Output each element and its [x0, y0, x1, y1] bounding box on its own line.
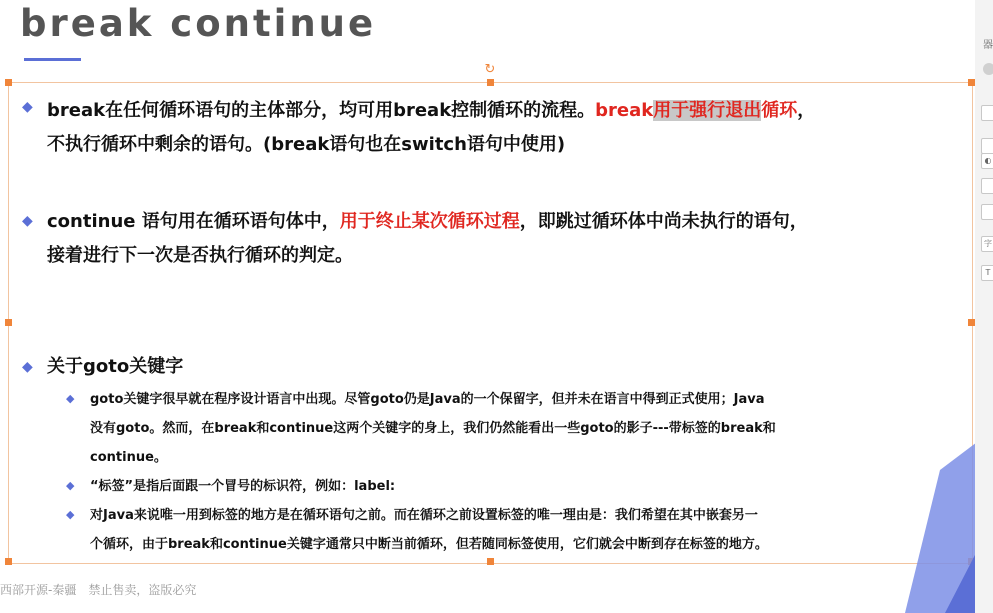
toolbar-label: 器 — [983, 40, 993, 51]
resize-handle-top-left[interactable] — [5, 79, 12, 86]
diamond-bullet-icon: ◆ — [66, 479, 75, 492]
break-paragraph — [47, 94, 967, 162]
resize-handle-top-center[interactable] — [487, 79, 494, 86]
toolbar-button-3[interactable]: ◐ — [981, 153, 993, 169]
title-underline — [24, 58, 81, 61]
resize-handle-middle-left[interactable] — [5, 319, 12, 326]
toolbar-avatar-icon[interactable] — [983, 63, 993, 75]
break-text: break在任何循环语句的主体部分，均可用break控制循环的流程。 — [47, 100, 596, 121]
toolbar-button-1[interactable] — [981, 105, 993, 121]
break-emphasis-highlighted: 用于强行退出 — [653, 100, 762, 121]
toolbar-button-5[interactable] — [981, 204, 993, 220]
continue-text-b: ，即跳过循环体中尚未执行的语句， — [519, 211, 808, 232]
break-emphasis-3: 循环 — [761, 100, 798, 121]
break-text-line2: 不执行循环中剩余的语句。(break语句也在switch语句中使用) — [47, 134, 566, 155]
continue-text-line2: 接着进行下一次是否执行循环的判定。 — [47, 245, 353, 266]
break-text-comma: ， — [797, 100, 816, 121]
goto-heading: 关于goto关键字 — [47, 356, 184, 377]
slide-title: break continue — [20, 2, 377, 45]
continue-emphasis: 用于终止某次循环过程 — [339, 211, 520, 232]
footer-watermark: 西部开源-秦疆 禁止售卖，盗版必究 — [0, 583, 197, 597]
goto-sub3-line1: 对Java来说唯一用到标签的地方是在循环语句之前。而在循环之前设置标签的唯一理由是：我们希望在其中嵌套另一 — [90, 508, 758, 523]
toolbar-button-2[interactable] — [981, 138, 993, 154]
rotate-handle-icon[interactable]: ↻ — [484, 62, 496, 77]
diamond-bullet-icon: ◆ — [22, 359, 33, 375]
toolbar-button-4[interactable] — [981, 178, 993, 194]
resize-handle-top-right[interactable] — [968, 79, 975, 86]
toolbar-button-type[interactable]: T — [981, 265, 993, 281]
continue-text: continue 语句用在循环语句体中， — [47, 211, 340, 232]
goto-sub1-line2: 没有goto。然而，在break和continue这两个关键字的身上，我们仍然能看出一些goto的影子---带标签的break和 — [90, 421, 776, 436]
resize-handle-bottom-center[interactable] — [487, 558, 494, 565]
goto-sub1-line1: goto关键字很早就在程序设计语言中出现。尽管goto仍是Java的一个保留字，但并未在语言中得到正式使用；Java — [90, 392, 765, 407]
goto-sub3-line2: 个循环，由于break和continue关键字通常只中断当前循环，但若随同标签使用，它们就会中断到存在标签的地方。 — [90, 537, 768, 552]
break-emphasis-1: break — [595, 100, 654, 121]
diamond-bullet-icon: ◆ — [66, 392, 75, 405]
diamond-bullet-icon: ◆ — [22, 213, 33, 229]
resize-handle-bottom-left[interactable] — [5, 558, 12, 565]
diamond-bullet-icon: ◆ — [66, 508, 75, 521]
diamond-bullet-icon: ◆ — [22, 99, 33, 115]
right-toolbar — [975, 0, 993, 613]
goto-subpoint-2: “标签”是指后面跟一个冒号的标识符，例如：label: — [90, 479, 396, 494]
goto-sub1-line3: continue。 — [90, 450, 167, 465]
continue-paragraph — [47, 205, 967, 273]
resize-handle-bottom-right[interactable] — [968, 558, 975, 565]
goto-subpoint-1 — [90, 385, 970, 472]
goto-subpoint-3 — [90, 501, 970, 559]
resize-handle-middle-right[interactable] — [968, 319, 975, 326]
toolbar-button-text[interactable]: 字 — [981, 236, 993, 252]
